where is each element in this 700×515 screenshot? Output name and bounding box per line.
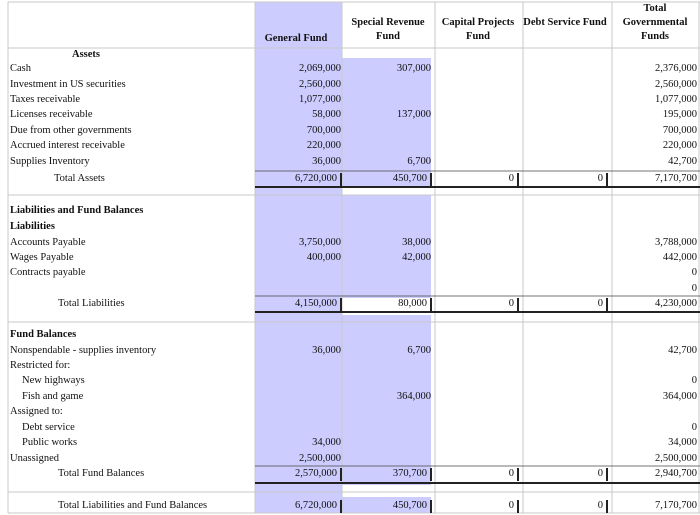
grand-total-capital-marker bbox=[517, 500, 519, 513]
total-liabilities-debt-marker bbox=[606, 298, 608, 311]
total-assets-general-value: 6,720,000 bbox=[295, 173, 337, 184]
grand-total-total-value: 7,170,700 bbox=[655, 500, 697, 511]
assets-row-label-1: Investment in US securities bbox=[10, 79, 126, 90]
liabilities-row-0-total-value: 3,788,000 bbox=[655, 237, 697, 248]
assets-row-5-total-value: 220,000 bbox=[662, 140, 697, 151]
fund-balances-row-label-3: Fish and game bbox=[22, 391, 84, 402]
total-assets-total-value: 7,170,700 bbox=[655, 173, 697, 184]
fund-balances-row-6-general-value: 34,000 bbox=[312, 437, 341, 448]
total-fund-balances-debt-value: 0 bbox=[597, 468, 603, 479]
total-fund-balances-capital-marker bbox=[517, 468, 519, 481]
liabilities-subheading: Liabilities bbox=[10, 221, 55, 232]
assets-row-2-total-value: 1,077,000 bbox=[655, 94, 697, 105]
assets-row-label-4: Due from other governments bbox=[10, 125, 132, 136]
assets-row-label-3: Licenses receivable bbox=[10, 109, 93, 120]
total-fund-balances-label: Total Fund Balances bbox=[58, 468, 145, 479]
liabilities-row-label-1: Wages Payable bbox=[10, 252, 74, 263]
grand-total-general-value: 6,720,000 bbox=[295, 500, 337, 511]
assets-row-0-total-value: 2,376,000 bbox=[655, 63, 697, 74]
assets-row-4-general-value: 700,000 bbox=[306, 125, 341, 136]
fund-balances-row-0-total-value: 42,700 bbox=[668, 345, 697, 356]
total-liabilities-general-value: 4,150,000 bbox=[295, 298, 337, 309]
total-assets-capital-value: 0 bbox=[508, 173, 514, 184]
liabilities-fund-balances-heading: Liabilities and Fund Balances bbox=[10, 205, 144, 216]
header-capital-projects-fund: Capital Projects Fund bbox=[441, 17, 515, 42]
liabilities-row-1-total-value: 442,000 bbox=[662, 252, 697, 263]
total-fund-balances-total-value: 2,940,700 bbox=[655, 468, 697, 479]
grand-total-debt-marker bbox=[606, 500, 608, 513]
fund-balances-row-0-general-value: 36,000 bbox=[312, 345, 341, 356]
liabilities-row-0-special-value: 38,000 bbox=[402, 237, 431, 248]
fund-balances-heading: Fund Balances bbox=[10, 329, 77, 340]
assets-row-0-special-value: 307,000 bbox=[396, 63, 431, 74]
assets-row-5-general-value: 220,000 bbox=[306, 140, 341, 151]
fund-balances-row-label-4: Assigned to: bbox=[10, 406, 63, 417]
total-assets-capital-marker bbox=[517, 173, 519, 186]
fund-balances-row-label-1: Restricted for: bbox=[10, 360, 71, 371]
total-assets-debt-marker bbox=[606, 173, 608, 186]
total-fund-balances-debt-marker bbox=[606, 468, 608, 481]
liabilities-row-1-special-value: 42,000 bbox=[402, 252, 431, 263]
total-liabilities-special-marker bbox=[430, 298, 432, 311]
assets-row-1-total-value: 2,560,000 bbox=[655, 79, 697, 90]
fund-balances-row-label-2: New highways bbox=[22, 375, 85, 386]
fund-balances-row-6-total-value: 34,000 bbox=[668, 437, 697, 448]
fund-balances-row-label-0: Nonspendable - supplies inventory bbox=[10, 345, 157, 356]
liabilities-row-2-total-value: 0 bbox=[691, 267, 697, 278]
fund-balances-row-3-special-value: 364,000 bbox=[396, 391, 431, 402]
fund-balances-row-7-general-value: 2,500,000 bbox=[299, 453, 341, 464]
assets-row-6-general-value: 36,000 bbox=[312, 156, 341, 167]
assets-row-6-special-value: 6,700 bbox=[407, 156, 431, 167]
header-debt-service-fund: Debt Service Fund bbox=[523, 17, 607, 28]
liabilities-row-label-0: Accounts Payable bbox=[10, 237, 86, 248]
total-liabilities-total-value: 4,230,000 bbox=[655, 298, 697, 309]
grand-total-capital-value: 0 bbox=[508, 500, 514, 511]
liabilities-row-label-2: Contracts payable bbox=[10, 267, 86, 278]
grand-total-debt-value: 0 bbox=[597, 500, 603, 511]
assets-row-3-special-value: 137,000 bbox=[396, 109, 431, 120]
grand-total-special-marker bbox=[430, 500, 432, 513]
total-assets-label: Total Assets bbox=[54, 173, 105, 184]
total-fund-balances-capital-value: 0 bbox=[508, 468, 514, 479]
fund-balances-row-5-total-value: 0 bbox=[691, 422, 697, 433]
total-liabilities-debt-value: 0 bbox=[597, 298, 603, 309]
fund-balances-row-0-special-value: 6,700 bbox=[407, 345, 431, 356]
assets-row-label-6: Supplies Inventory bbox=[10, 156, 90, 167]
total-liabilities-special-value: 80,000 bbox=[398, 298, 427, 309]
total-liabilities-label: Total Liabilities bbox=[58, 298, 125, 309]
header-special-revenue-fund: Special Revenue Fund bbox=[351, 17, 425, 42]
total-liabilities-capital-marker bbox=[517, 298, 519, 311]
assets-row-4-total-value: 700,000 bbox=[662, 125, 697, 136]
total-assets-debt-value: 0 bbox=[597, 173, 603, 184]
assets-row-label-2: Taxes receivable bbox=[10, 94, 81, 105]
header-general-fund: General Fund bbox=[264, 33, 328, 44]
assets-row-6-total-value: 42,700 bbox=[668, 156, 697, 167]
grand-total-special-value: 450,700 bbox=[392, 500, 427, 511]
total-fund-balances-special-value: 370,700 bbox=[392, 468, 427, 479]
fund-balances-row-3-total-value: 364,000 bbox=[662, 391, 697, 402]
assets-row-3-general-value: 58,000 bbox=[312, 109, 341, 120]
total-assets-special-value: 450,700 bbox=[392, 173, 427, 184]
fund-balances-row-label-6: Public works bbox=[22, 437, 78, 448]
liabilities-row-1-general-value: 400,000 bbox=[306, 252, 341, 263]
grand-total-label: Total Liabilities and Fund Balances bbox=[58, 500, 208, 511]
fund-balances-row-label-5: Debt service bbox=[22, 422, 75, 433]
fund-balances-row-2-total-value: 0 bbox=[691, 375, 697, 386]
assets-row-3-total-value: 195,000 bbox=[662, 109, 697, 120]
total-assets-special-marker bbox=[430, 173, 432, 186]
total-liabilities-capital-value: 0 bbox=[508, 298, 514, 309]
liabilities-row-3-total-value: 0 bbox=[691, 283, 697, 294]
fund-balances-row-label-7: Unassigned bbox=[10, 453, 59, 464]
assets-row-2-general-value: 1,077,000 bbox=[299, 94, 341, 105]
assets-row-1-general-value: 2,560,000 bbox=[299, 79, 341, 90]
header-total-governmental-funds: Total Governmental Funds bbox=[622, 3, 688, 42]
assets-row-label-0: Cash bbox=[10, 63, 31, 74]
total-fund-balances-special-marker bbox=[430, 468, 432, 481]
liabilities-row-0-general-value: 3,750,000 bbox=[299, 237, 341, 248]
total-fund-balances-general-value: 2,570,000 bbox=[295, 468, 337, 479]
fund-balances-row-7-total-value: 2,500,000 bbox=[655, 453, 697, 464]
assets-row-0-general-value: 2,069,000 bbox=[299, 63, 341, 74]
assets-heading: Assets bbox=[72, 49, 100, 60]
assets-row-label-5: Accrued interest receivable bbox=[10, 140, 125, 151]
